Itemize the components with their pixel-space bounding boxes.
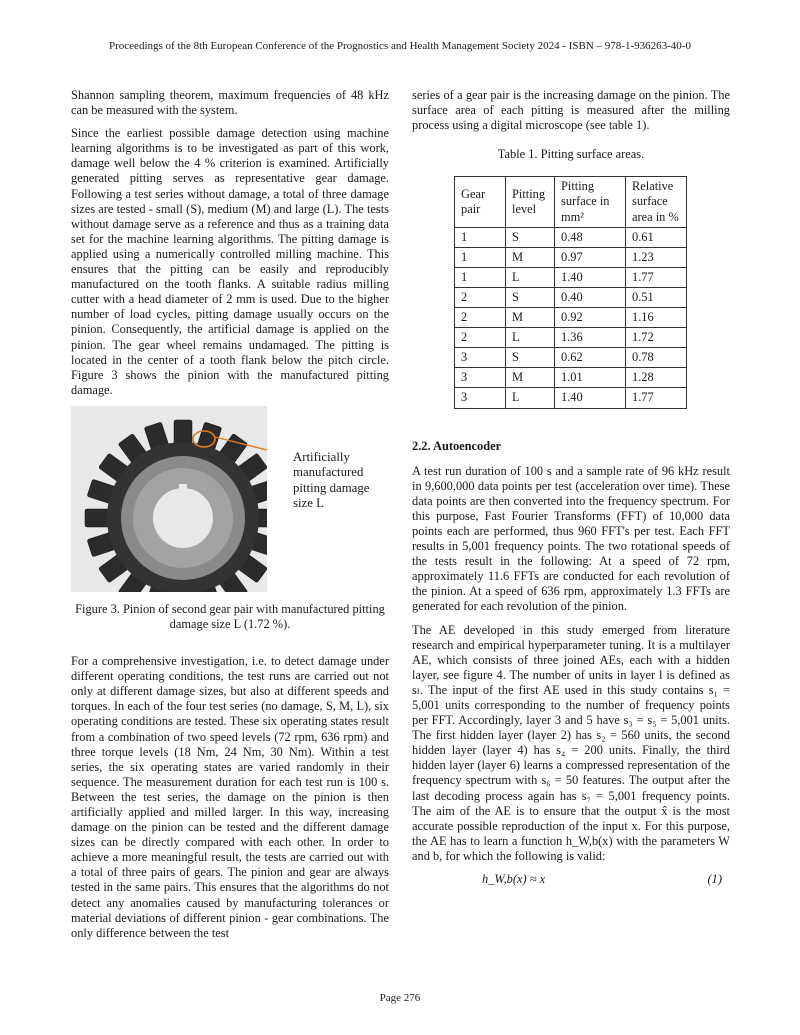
table-row <box>455 227 687 247</box>
equation-1 <box>412 872 730 892</box>
paragraph: For a comprehensive investigation, i.e. to detect damage under different operating conditions, the test runs are carried out not only at different damage sizes, but also at different speeds and torques. In each of the four test series (no damage, S, M, L), six operating conditions are tested. These six operating states result from a combination of two speed levels (72 rpm, 636 rpm) and three torque levels (18 Nm, 24 Nm, 30 Nm). Within a test series, the six operating states are varied randomly in their sequence. The measurement duration for each test run is 100 s. Between the test series, the damage on the pinion is then artificially applied and milled larger. In this way, increasing damage on the pinion can be tested and the different damage sizes can be directly compared with each other. In order to achieve a more meaningful result, the tests are carried out with a total of three pairs of gears. The pinion and gear are always tested in the same pairs. This ensures that the algorithms do not detect any anomalies caused by manufacturing tolerances or material deviations of different pinion - gear combinations. The only difference between the test <box>71 654 389 940</box>
section-heading: 2.2. Autoencoder <box>412 438 502 453</box>
table-row <box>455 328 687 348</box>
left-column <box>71 88 389 949</box>
table-row <box>455 267 687 287</box>
table-cell: 2 <box>455 287 506 307</box>
right-column <box>412 88 730 892</box>
table-cell: 1.36 <box>555 328 626 348</box>
table-cell: 2 <box>455 328 506 348</box>
figure-caption: Figure 3. Pinion of second gear pair with manufactured pitting damage size L (1.72 %). <box>75 601 385 631</box>
figure-3 <box>71 406 389 592</box>
table-cell: 0.51 <box>626 287 687 307</box>
table-cell: 3 <box>455 368 506 388</box>
table-header-cell: Pitting surface in mm² <box>555 177 626 227</box>
table-cell: 0.97 <box>555 247 626 267</box>
table-cell: 1.72 <box>626 328 687 348</box>
table-cell: 1.77 <box>626 267 687 287</box>
equation-expression: h_W,b(x) ≈ x <box>482 872 546 887</box>
table-header-cell: Gear pair <box>455 177 506 227</box>
table-cell: 1 <box>455 267 506 287</box>
table-row <box>455 388 687 408</box>
table-cell: 0.78 <box>626 348 687 368</box>
table-row <box>455 308 687 328</box>
table-cell: 1.23 <box>626 247 687 267</box>
annotation-line: Artificially <box>293 449 350 464</box>
table-cell: S <box>506 348 555 368</box>
table-cell: S <box>506 227 555 247</box>
table-cell: 3 <box>455 348 506 368</box>
annotation-line: manufactured <box>293 465 364 480</box>
annotation-line: size L <box>293 496 324 511</box>
table-cell: 2 <box>455 308 506 328</box>
table-row <box>455 348 687 368</box>
table-cell: 1.28 <box>626 368 687 388</box>
table-cell: 0.48 <box>555 227 626 247</box>
table-cell: 1.16 <box>626 308 687 328</box>
paragraph: series of a gear pair is the increasing damage on the pinion. The surface area of each pitting is measured after the milling process using a digital microscope (see table 1). <box>412 88 730 133</box>
table-cell: 1.01 <box>555 368 626 388</box>
pinion-gear-photo <box>71 406 267 592</box>
table-cell: 1.40 <box>555 267 626 287</box>
table-cell: 1 <box>455 227 506 247</box>
pitting-table <box>454 176 687 408</box>
table-row <box>455 247 687 267</box>
table-header-cell: Relative surface area in % <box>626 177 687 227</box>
table-header-row <box>455 177 687 227</box>
table-cell: 1 <box>455 247 506 267</box>
page-number: Page 276 <box>379 992 421 1004</box>
table-cell: 0.92 <box>555 308 626 328</box>
table-cell: L <box>506 328 555 348</box>
table-cell: L <box>506 388 555 408</box>
table-cell: 0.40 <box>555 287 626 307</box>
table-cell: M <box>506 308 555 328</box>
table-cell: 0.61 <box>626 227 687 247</box>
table-caption: Table 1. Pitting surface areas. <box>497 147 645 162</box>
table-header-cell: Pitting level <box>506 177 555 227</box>
table-cell: 3 <box>455 388 506 408</box>
paragraph: The AE developed in this study emerged from literature research and empirical hyperparameter tuning. It is a multilayer AE, which consists of three joined AEs, each with a hidden layer, see figure 4. The number of units in layer l is defined as sₗ. The input of the first AE used in this study contains s₁ = 5,001 units corresponding to the number of frequency points per FFT. Accordingly, layer 3 and 5 have s₃ = s₅ = 5,001 units. The first hidden layer (layer 2) has s₂ = 560 units, the second hidden layer (layer 4) has s₄ = 200 units. Finally, the third hidden layer (layer 6) learns a compressed representation of the frequency spectrum with s₆ = 50 features. The output after the last decoding process again has s₇ = 5,001 frequency points. The aim of the AE is to ensure that the output x̂ is the most accurate possible reproduction of the input x. For this purpose, the AE has to learn a function h_W,b(x) with the parameters W and b, for which the following is valid: <box>412 622 730 863</box>
table-row <box>455 368 687 388</box>
paragraph: Shannon sampling theorem, maximum frequencies of 48 kHz can be measured with the system. <box>71 88 389 118</box>
table-cell: M <box>506 368 555 388</box>
table-cell: 1.77 <box>626 388 687 408</box>
annotation-line: pitting damage <box>293 480 370 495</box>
equation-number: (1) <box>707 872 722 887</box>
table-cell: 1.40 <box>555 388 626 408</box>
table-cell: 0.62 <box>555 348 626 368</box>
figure-annotation <box>293 450 369 512</box>
table-row <box>455 287 687 307</box>
paragraph: A test run duration of 100 s and a sample rate of 96 kHz result in 9,600,000 data points per test (acceleration over time). These data points are then converted into the frequency spectrum. For this purpose, Fast Fourier Transforms (FFT) of 10,000 data points each are performed, thus 960 FFT's per test. Each FFT results in 5,001 frequency points. The two rotational speeds of the tests result in the following: At a speed of 72 rpm, approximately 11.6 FFTs are conducted for each revolution of the pinion. At a speed of 636 rpm, approximately 1.3 FFTs are generated for each revolution of the pinion. <box>412 463 730 614</box>
table-cell: M <box>506 247 555 267</box>
running-header: Proceedings of the 8th European Conference of the Prognostics and Health Management Society 2024 - ISBN – 978-1-936263-40-0 <box>109 40 691 52</box>
table-cell: L <box>506 267 555 287</box>
paragraph: Since the earliest possible damage detection using machine learning algorithms is to be investigated as part of this work, damage well below the 4 % criterion is examined. Artificially generated pitting serves as representative gear damage. Following a test series without damage, a total of three damage sizes are tested - small (S), medium (M) and large (L). The tests without damage serve as a reference and thus as a training data set for the machine learning algorithms. The pitting damage is applied using a numerically controlled milling machine. This ensures that the pitting can be easily and reproducibly manufactured on the tooth flanks. A suitable radius milling cutter with a head diameter of 2 mm is used. Due to the higher number of load cycles, pitting damage usually occurs on the pinion. Consequently, the artificial damage is applied on the pinion. The gear wheel remains undamaged. The pitting is located in the center of a tooth flank below the pitch circle. Figure 3 shows the pinion with the manufactured pitting damage. <box>71 126 389 397</box>
table-cell: S <box>506 287 555 307</box>
